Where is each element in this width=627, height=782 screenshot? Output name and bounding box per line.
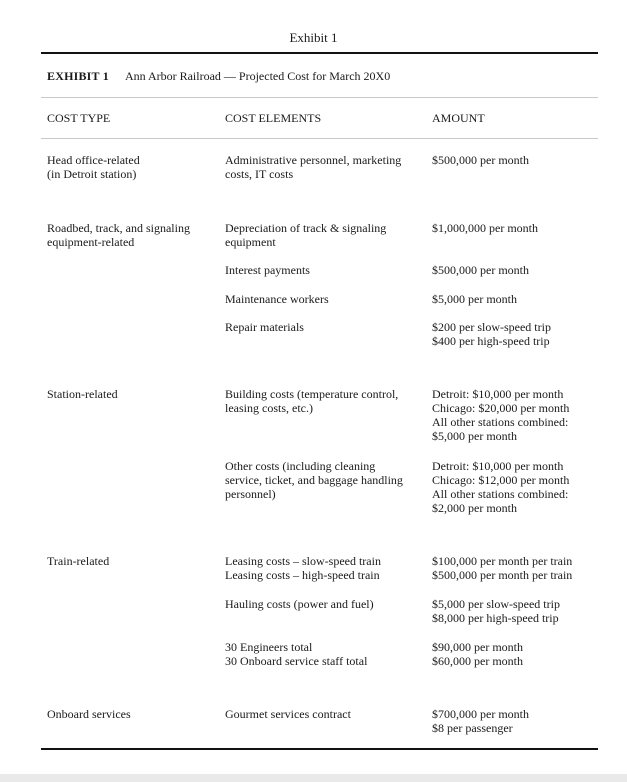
cost-amount: Detroit: $10,000 per month Chicago: $12,000 per month All other stations combined: $2,000 per month <box>432 459 570 515</box>
cost-type-station: Station-related <box>47 387 118 401</box>
cost-amount: $100,000 per month per train $500,000 per month per train <box>432 554 573 582</box>
cost-type-head-office: Head office-related (in Detroit station) <box>47 153 140 181</box>
cost-amount: $700,000 per month $8 per passenger <box>432 707 529 735</box>
exhibit-header: Exhibit 1 <box>289 30 338 45</box>
cost-element: Building costs (temperature control, leasing costs, etc.) <box>225 387 399 415</box>
cost-amount: $1,000,000 per month <box>432 221 538 235</box>
cost-amount: $500,000 per month <box>432 263 529 277</box>
cost-amount: $90,000 per month $60,000 per month <box>432 640 523 668</box>
cost-element: Interest payments <box>225 263 310 277</box>
cost-element: Maintenance workers <box>225 292 329 306</box>
cost-type-train: Train-related <box>47 554 110 568</box>
cost-amount: $5,000 per slow-speed trip $8,000 per high-speed trip <box>432 597 560 625</box>
cost-amount: $5,000 per month <box>432 292 517 306</box>
cost-element: Gourmet services contract <box>225 707 351 721</box>
cost-element: Repair materials <box>225 320 304 334</box>
cost-element: Depreciation of track & signaling equipment <box>225 221 387 249</box>
cost-element: Administrative personnel, marketing costs, IT costs <box>225 153 402 181</box>
page-footer-strip <box>0 774 627 782</box>
bottom-rule <box>41 748 598 750</box>
column-header-amount: AMOUNT <box>432 111 485 125</box>
exhibit-title-text: Ann Arbor Railroad — Projected Cost for March 20X0 <box>124 69 391 83</box>
top-rule <box>41 52 598 54</box>
cost-type-roadbed: Roadbed, track, and signaling equipment-related <box>47 221 190 249</box>
cost-element: Other costs (including cleaning service, ticket, and baggage handling personnel) <box>225 459 403 501</box>
column-header-cost-elements: COST ELEMENTS <box>225 111 322 125</box>
title-divider <box>41 97 598 98</box>
cost-element: 30 Engineers total 30 Onboard service staff total <box>225 640 368 668</box>
cost-element: Hauling costs (power and fuel) <box>225 597 374 611</box>
cost-type-onboard: Onboard services <box>47 707 131 721</box>
header-divider <box>41 138 598 139</box>
cost-element: Leasing costs – slow-speed train Leasing costs – high-speed train <box>225 554 381 582</box>
cost-amount: $500,000 per month <box>432 153 529 167</box>
cost-amount: $200 per slow-speed trip $400 per high-speed trip <box>432 320 551 348</box>
column-header-cost-type: COST TYPE <box>47 111 111 125</box>
cost-amount: Detroit: $10,000 per month Chicago: $20,000 per month All other stations combined: $5,000 per month <box>432 387 570 443</box>
exhibit-title <box>47 69 390 84</box>
exhibit-label: EXHIBIT 1 <box>47 69 109 83</box>
